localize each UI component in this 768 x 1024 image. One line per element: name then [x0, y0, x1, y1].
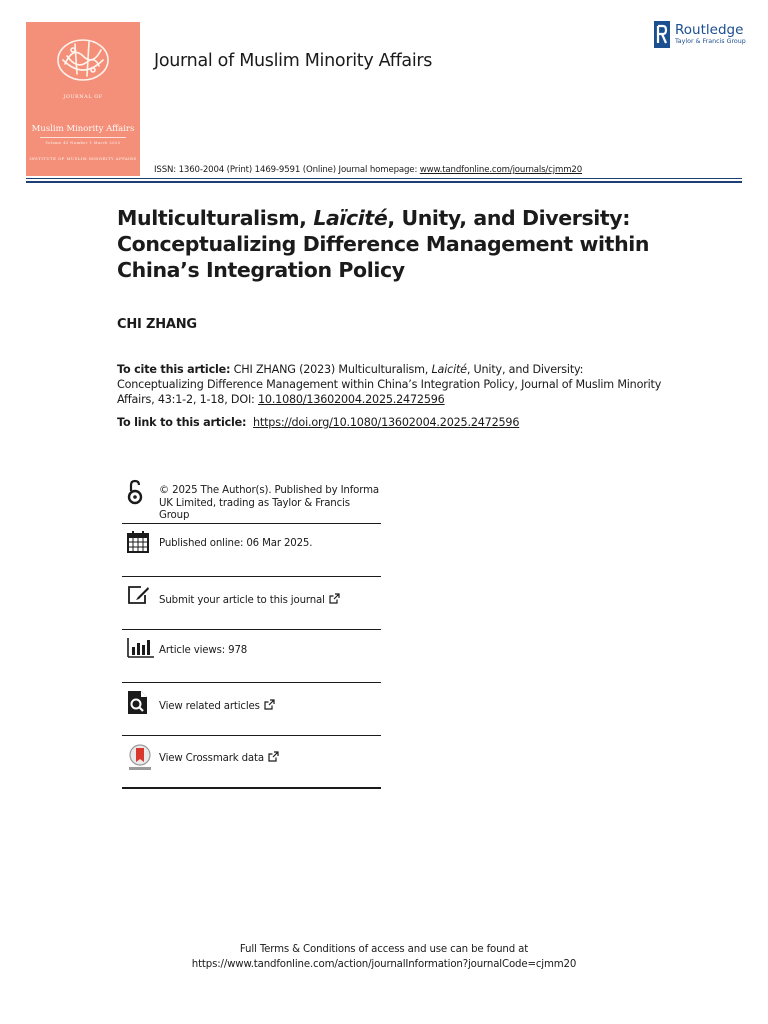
external-link-icon [268, 751, 279, 762]
published-row [122, 524, 381, 576]
header-divider [26, 181, 742, 183]
submit-label: Submit your article to this journal [159, 595, 325, 606]
citation-block [117, 362, 662, 407]
journal-title: Journal of Muslim Minority Affairs [154, 51, 433, 71]
journal-cover-image [26, 22, 140, 176]
citation-text-2: , Unity, and Diversity: Conceptualizing Difference Management within China’s Integration Policy, Journal of Muslim Minority Affairs, 43:1-2, 1-18, DOI: [117, 363, 662, 406]
terms-footer [0, 942, 768, 972]
article-link-line [117, 416, 519, 429]
cover-institute: INSTITUTE OF MUSLIM MINORITY AFFAIRS [29, 156, 137, 161]
related-row[interactable] [122, 683, 381, 736]
terms-url[interactable]: https://www.tandfonline.com/action/journalInformation?journalCode=cjmm20 [191, 959, 577, 970]
cover-title: Muslim Minority Affairs [31, 124, 135, 134]
publisher-name: Routledge [675, 22, 744, 38]
citation-text-1: CHI ZHANG (2023) Multiculturalism, [230, 363, 432, 376]
published-date: Published online: 06 Mar 2025. [159, 538, 313, 549]
doi-link[interactable]: 10.1080/13602004.2025.2472596 [257, 393, 445, 406]
table-bottom-rule [122, 787, 381, 789]
journal-homepage-link[interactable]: www.tandfonline.com/journals/cjmm20 [419, 165, 583, 175]
calligraphy-emblem [53, 34, 113, 86]
header-divider-thin [26, 178, 742, 179]
article-url-link[interactable]: https://doi.org/10.1080/13602004.2025.2472596 [253, 416, 520, 429]
citation-italic: Laicité [431, 363, 467, 376]
external-link-icon [329, 593, 340, 604]
crossmark-label: View Crossmark data [159, 753, 264, 764]
crossmark-icon [127, 744, 153, 772]
title-italic: Laïcité [313, 206, 388, 230]
crossmark-link[interactable] [159, 751, 279, 766]
calendar-icon [127, 531, 149, 553]
views-row [122, 630, 381, 683]
search-document-icon [127, 690, 148, 715]
external-link-icon [264, 699, 275, 710]
edit-icon [127, 585, 151, 605]
issn-text: ISSN: 1360-2004 (Print) 1469-9591 (Online) Journal homepage: [154, 165, 420, 175]
cover-divider [40, 137, 126, 138]
bar-chart-icon [127, 638, 154, 658]
crossmark-row[interactable] [122, 736, 381, 788]
publisher-group: Taylor & Francis Group [675, 38, 746, 45]
submit-article-link[interactable] [159, 593, 340, 608]
issn-line [154, 165, 582, 175]
open-access-row [122, 478, 381, 524]
related-articles-link[interactable] [159, 699, 275, 714]
routledge-r-icon [654, 21, 670, 48]
article-title [117, 205, 677, 283]
title-part-1: Multiculturalism, [117, 206, 314, 230]
submit-row[interactable] [122, 577, 381, 630]
open-access-icon [127, 479, 143, 506]
publisher-logo[interactable] [652, 21, 748, 51]
open-access-text: © 2025 The Author(s). Published by Informa UK Limited, trading as Taylor & Francis Group [159, 485, 379, 521]
citation-label: To cite this article: [117, 363, 231, 376]
article-views: Article views: 978 [159, 645, 248, 656]
cover-kicker: JOURNAL OF [63, 94, 103, 100]
title-part-2: , Unity, and Diversity: Conceptualizing Difference Management within China’s Integration Policy [117, 206, 650, 282]
link-label: To link to this article: [117, 416, 247, 429]
article-author: CHI ZHANG [117, 317, 197, 332]
cover-volume: Volume 45 Number 1 March 2025 [45, 141, 121, 145]
related-label: View related articles [159, 701, 260, 712]
terms-line-1: Full Terms & Conditions of access and use can be found at [239, 944, 529, 955]
